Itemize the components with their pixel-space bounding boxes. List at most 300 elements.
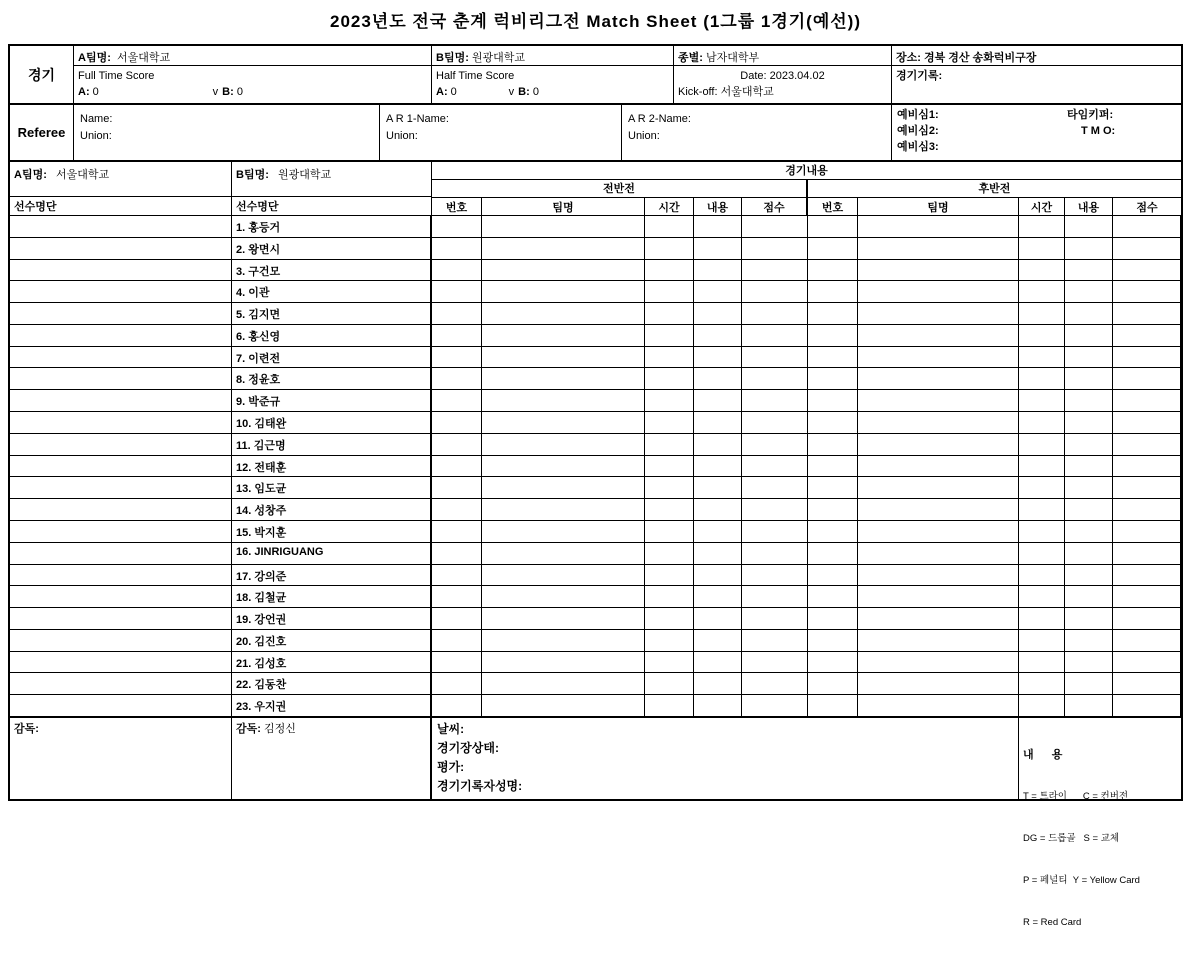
roster-a-empty-cell <box>10 238 232 259</box>
grid-cell <box>432 521 482 542</box>
grid-cell <box>1113 652 1181 673</box>
grid-cell <box>432 586 482 607</box>
grid-cell <box>858 216 1019 237</box>
ar2-cell <box>622 105 892 160</box>
col-score-1: 점수 <box>742 198 808 215</box>
grid-cell <box>1019 477 1065 498</box>
roster-b-player: 4. 이관 <box>232 281 432 302</box>
team-b-name-line <box>432 46 673 66</box>
half-time-score-values <box>436 84 669 100</box>
grid-cell <box>1065 347 1113 368</box>
full-time-score-values <box>78 84 427 100</box>
grid-cell <box>808 303 858 324</box>
grid-cell <box>742 673 808 694</box>
grid-cell <box>808 281 858 302</box>
table-row <box>10 412 1181 434</box>
grid-cell <box>742 456 808 477</box>
grid-cell <box>694 390 742 411</box>
reserve1-label: 예비심1: <box>897 109 939 121</box>
roster-a-team-line <box>10 162 231 197</box>
grid-cell <box>1065 216 1113 237</box>
grid-cell <box>808 260 858 281</box>
grid-cell <box>482 543 645 564</box>
grid-cell <box>482 325 645 346</box>
grid-cell <box>1019 630 1065 651</box>
table-row <box>10 281 1181 303</box>
grid-cell <box>432 673 482 694</box>
grid-cell <box>645 630 694 651</box>
roster-a-empty-cell <box>10 390 232 411</box>
grid-cell <box>645 325 694 346</box>
record-label: 경기기록: <box>896 70 943 82</box>
grid-cell <box>808 695 858 716</box>
grid-cell <box>432 303 482 324</box>
grid-cell <box>808 347 858 368</box>
grid-cell <box>432 260 482 281</box>
second-half-header: 후반전 <box>978 183 1011 195</box>
table-row <box>10 630 1181 652</box>
roster-b-player: 5. 김지면 <box>232 303 432 324</box>
grid-cell <box>694 521 742 542</box>
grid-cell <box>1019 216 1065 237</box>
grid-cell <box>694 238 742 259</box>
ar1-name-label: A R 1-Name: <box>386 113 449 125</box>
roster-a-empty-cell <box>10 586 232 607</box>
roster-b-player: 14. 성창주 <box>232 499 432 520</box>
coach-b-name: 김정신 <box>263 723 296 735</box>
roster-a-empty-cell <box>10 456 232 477</box>
grid-cell <box>742 412 808 433</box>
officials-cell <box>892 105 1181 160</box>
half-time-score <box>432 66 673 103</box>
grid-cell <box>1019 586 1065 607</box>
grid-cell <box>432 543 482 564</box>
grid-cell <box>1019 281 1065 302</box>
table-row <box>10 368 1181 390</box>
grid-cell <box>482 260 645 281</box>
header-band <box>10 162 1181 216</box>
grid-cell <box>645 368 694 389</box>
ar2-name-label: A R 2-Name: <box>628 113 691 125</box>
grid-cell <box>1113 499 1181 520</box>
grid-cell <box>432 412 482 433</box>
col-team-1: 팀명 <box>482 198 645 215</box>
grid-cell <box>482 412 645 433</box>
grid-cell <box>694 260 742 281</box>
roster-b-player: 2. 왕면시 <box>232 238 432 259</box>
grid-cell <box>482 521 645 542</box>
grid-cell <box>1113 260 1181 281</box>
roster-b-player: 7. 이련전 <box>232 347 432 368</box>
grid-cell <box>1065 630 1113 651</box>
team-a-name: 서울대학교 <box>116 52 171 64</box>
versus-label: v <box>212 86 219 98</box>
referee-union-label: Union: <box>80 130 112 142</box>
date-kickoff-lines <box>674 66 891 103</box>
grid-cell <box>482 347 645 368</box>
team-a-name-line <box>74 46 431 66</box>
versus-label: v <box>508 86 515 98</box>
grid-cell <box>1065 565 1113 586</box>
grid-cell <box>1065 434 1113 455</box>
grid-cell <box>1113 216 1181 237</box>
roster-b-list-header: 선수명단 <box>236 201 279 213</box>
grid-cell <box>432 630 482 651</box>
team-a-label: A팀명: <box>78 52 111 64</box>
grid-cell <box>645 260 694 281</box>
roster-a-empty-cell <box>10 412 232 433</box>
roster-a-header <box>10 162 232 215</box>
coach-a-cell <box>10 718 232 799</box>
grid-cell <box>808 390 858 411</box>
table-row <box>10 586 1181 608</box>
grid-cell <box>808 499 858 520</box>
score-a-label: A: <box>78 86 90 98</box>
roster-a-list-header: 선수명단 <box>14 201 57 213</box>
score-a-value: 0 <box>92 86 99 98</box>
score-b-label: B: <box>518 86 530 98</box>
grid-cell <box>1065 652 1113 673</box>
match-header-row <box>10 46 1181 105</box>
venue-record-cell <box>892 46 1181 103</box>
grid-cell <box>1019 652 1065 673</box>
roster-b-player: 19. 강언권 <box>232 608 432 629</box>
grid-cell <box>482 499 645 520</box>
legend-line-4: R = Red Card <box>1023 917 1082 928</box>
grid-cell <box>858 303 1019 324</box>
grid-cell <box>858 543 1019 564</box>
grid-cell <box>1065 281 1113 302</box>
grid-cell <box>858 390 1019 411</box>
grid-cell <box>694 434 742 455</box>
grid-cell <box>808 673 858 694</box>
grid-cell <box>1065 303 1113 324</box>
grid-cell <box>1065 543 1113 564</box>
grid-cell <box>1065 456 1113 477</box>
grid-cell <box>808 216 858 237</box>
roster-a-empty-cell <box>10 608 232 629</box>
table-row <box>10 390 1181 412</box>
roster-a-empty-cell <box>10 477 232 498</box>
grid-cell <box>858 565 1019 586</box>
grid-cell <box>1065 325 1113 346</box>
grid-cell <box>694 325 742 346</box>
grid-cell <box>742 543 808 564</box>
col-event-2: 내용 <box>1065 198 1113 215</box>
grid-cell <box>858 238 1019 259</box>
legend-line-3: P = 페널티 Y = Yellow Card <box>1023 875 1140 886</box>
grid-cell <box>742 368 808 389</box>
grid-cell <box>858 673 1019 694</box>
grid-cell <box>858 368 1019 389</box>
score-a-label: A: <box>436 86 448 98</box>
coach-b-label: 감독: <box>236 723 261 735</box>
referee-name-label: Name: <box>80 113 113 125</box>
match-content-header <box>432 162 1181 215</box>
score-b-value: 0 <box>236 86 243 98</box>
grid-cell <box>808 565 858 586</box>
roster-a-empty-cell <box>10 434 232 455</box>
grid-cell <box>1019 434 1065 455</box>
grid-cell <box>1065 412 1113 433</box>
table-row <box>10 673 1181 695</box>
legend-line-1: T = 트라이 C = 컨버전 <box>1023 791 1129 802</box>
grid-cell <box>645 521 694 542</box>
grid-cell <box>482 477 645 498</box>
roster-b-player: 13. 임도균 <box>232 477 432 498</box>
reserve3-label: 예비심3: <box>897 141 939 153</box>
grid-cell <box>482 652 645 673</box>
grid-cell <box>482 238 645 259</box>
grid-cell <box>645 238 694 259</box>
roster-b-player: 20. 김진호 <box>232 630 432 651</box>
grid-cell <box>742 260 808 281</box>
grid-cell <box>694 565 742 586</box>
grid-cell <box>858 260 1019 281</box>
grid-cell <box>432 368 482 389</box>
grid-cell <box>742 216 808 237</box>
player-rows <box>10 216 1181 716</box>
legend-header: 내 용 <box>1023 749 1067 761</box>
grid-cell <box>742 303 808 324</box>
grid-cell <box>645 499 694 520</box>
score-b-value: 0 <box>532 86 539 98</box>
grid-cell <box>1019 499 1065 520</box>
grid-cell <box>1113 347 1181 368</box>
roster-b-player: 11. 김근명 <box>232 434 432 455</box>
roster-a-empty-cell <box>10 368 232 389</box>
roster-a-empty-cell <box>10 347 232 368</box>
referee-section-label: Referee <box>10 105 74 160</box>
roster-a-empty-cell <box>10 630 232 651</box>
grid-cell <box>482 390 645 411</box>
grid-cell <box>482 368 645 389</box>
grid-cell <box>694 216 742 237</box>
grid-cell <box>694 630 742 651</box>
grid-cell <box>858 281 1019 302</box>
grid-cell <box>1065 238 1113 259</box>
grid-cell <box>1113 390 1181 411</box>
grid-cell <box>645 673 694 694</box>
grid-cell <box>482 673 645 694</box>
grid-cell <box>1065 608 1113 629</box>
grid-cell <box>432 608 482 629</box>
grid-cell <box>1019 325 1065 346</box>
grid-cell <box>694 652 742 673</box>
grid-cell <box>482 281 645 302</box>
grid-cell <box>694 412 742 433</box>
page-title: 2023년도 전국 춘계 럭비리그전 Match Sheet (1그룹 1경기(예선)) <box>329 12 862 31</box>
grid-cell <box>482 586 645 607</box>
grid-cell <box>432 565 482 586</box>
roster-a-empty-cell <box>10 673 232 694</box>
footer-row <box>10 716 1181 928</box>
roster-a-empty-cell <box>10 303 232 324</box>
grid-cell <box>808 477 858 498</box>
grid-cell <box>858 347 1019 368</box>
category-date-cell <box>674 46 892 103</box>
grid-cell <box>858 456 1019 477</box>
team-b-label: B팀명: <box>436 52 469 64</box>
venue-line <box>892 46 1181 66</box>
grid-cell <box>432 652 482 673</box>
grid-cell <box>808 543 858 564</box>
roster-b-team-name: 원광대학교 <box>278 169 332 181</box>
grid-cell <box>742 652 808 673</box>
grid-cell <box>1019 412 1065 433</box>
grid-cell <box>645 477 694 498</box>
team-b-score-cell <box>432 46 674 103</box>
col-team-2: 팀명 <box>858 198 1019 215</box>
roster-b-player: 1. 홍등거 <box>232 216 432 237</box>
score-b-label: B: <box>222 86 234 98</box>
legend-cell <box>1019 718 1181 928</box>
grid-cell <box>858 499 1019 520</box>
half-time-score-label: Half Time Score <box>436 70 515 82</box>
first-half-header: 전반전 <box>432 180 808 197</box>
roster-b-player: 9. 박준규 <box>232 390 432 411</box>
evaluation-label: 평가: <box>437 760 465 774</box>
roster-b-player: 22. 김동찬 <box>232 673 432 694</box>
roster-b-player: 16. JINRIGUANG <box>232 543 432 564</box>
grid-cell <box>858 412 1019 433</box>
table-row <box>10 652 1181 674</box>
roster-b-player: 15. 박지훈 <box>232 521 432 542</box>
table-row <box>10 608 1181 630</box>
grid-cell <box>694 695 742 716</box>
roster-b-player: 8. 정윤호 <box>232 368 432 389</box>
grid-cell <box>742 325 808 346</box>
venue-value: 경북 경산 송화럭비구장 <box>923 52 1037 64</box>
grid-cell <box>1019 303 1065 324</box>
grid-cell <box>432 238 482 259</box>
grid-cell <box>858 586 1019 607</box>
column-headers <box>432 198 1181 215</box>
recorder-label: 경기기록자성명: <box>437 779 523 793</box>
table-row <box>10 325 1181 347</box>
grid-cell <box>482 630 645 651</box>
table-row <box>10 477 1181 499</box>
grid-cell <box>858 652 1019 673</box>
grid-cell <box>482 608 645 629</box>
grid-cell <box>1019 390 1065 411</box>
grid-cell <box>432 281 482 302</box>
roster-a-team-name: 서울대학교 <box>56 169 110 181</box>
match-sheet <box>8 44 1183 928</box>
grid-cell <box>645 456 694 477</box>
roster-a-empty-cell <box>10 499 232 520</box>
grid-cell <box>742 695 808 716</box>
grid-cell <box>1113 238 1181 259</box>
field-condition-label: 경기장상태: <box>437 741 499 755</box>
team-b-name: 원광대학교 <box>471 52 526 64</box>
table-row <box>10 565 1181 587</box>
grid-cell <box>808 456 858 477</box>
roster-b-player: 10. 김태완 <box>232 412 432 433</box>
ar1-union-label: Union: <box>386 130 418 142</box>
grid-cell <box>694 543 742 564</box>
roster-b-team-line <box>232 162 431 197</box>
grid-cell <box>1065 390 1113 411</box>
grid-cell <box>1113 456 1181 477</box>
referee-row <box>10 105 1181 162</box>
table-row <box>10 347 1181 369</box>
table-row <box>10 543 1181 565</box>
grid-cell <box>645 543 694 564</box>
roster-a-empty-cell <box>10 325 232 346</box>
table-row <box>10 456 1181 478</box>
grid-cell <box>1019 543 1065 564</box>
col-time-2: 시간 <box>1019 198 1065 215</box>
grid-cell <box>482 303 645 324</box>
grid-cell <box>742 477 808 498</box>
referee-name-cell <box>74 105 380 160</box>
grid-cell <box>694 477 742 498</box>
grid-cell <box>432 456 482 477</box>
score-a-value: 0 <box>450 86 457 98</box>
grid-cell <box>645 565 694 586</box>
grid-cell <box>432 477 482 498</box>
grid-cell <box>808 521 858 542</box>
roster-a-empty-cell <box>10 565 232 586</box>
grid-cell <box>432 499 482 520</box>
grid-cell <box>694 281 742 302</box>
reserve2-label: 예비심2: <box>897 125 939 137</box>
table-row <box>10 434 1181 456</box>
grid-cell <box>808 325 858 346</box>
roster-b-player: 23. 우지권 <box>232 695 432 716</box>
grid-cell <box>858 434 1019 455</box>
grid-cell <box>742 434 808 455</box>
grid-cell <box>1019 456 1065 477</box>
grid-cell <box>694 673 742 694</box>
grid-cell <box>1019 368 1065 389</box>
grid-cell <box>1113 412 1181 433</box>
roster-b-player: 21. 김성호 <box>232 652 432 673</box>
grid-cell <box>645 303 694 324</box>
grid-cell <box>645 216 694 237</box>
category-value: 남자대학부 <box>705 52 760 64</box>
full-time-score <box>74 66 431 103</box>
venue-label: 장소: <box>896 52 921 64</box>
grid-cell <box>1019 695 1065 716</box>
grid-cell <box>808 368 858 389</box>
grid-cell <box>1019 238 1065 259</box>
grid-cell <box>432 347 482 368</box>
match-notes-cell <box>432 718 1019 799</box>
match-section-label: 경기 <box>10 46 74 103</box>
grid-cell <box>482 434 645 455</box>
grid-cell <box>1113 630 1181 651</box>
grid-cell <box>694 499 742 520</box>
match-content-title: 경기내용 <box>432 162 1181 180</box>
grid-cell <box>1113 565 1181 586</box>
table-row <box>10 499 1181 521</box>
grid-cell <box>858 325 1019 346</box>
record-line <box>892 66 1181 103</box>
grid-cell <box>1019 673 1065 694</box>
grid-cell <box>742 565 808 586</box>
weather-label: 날씨: <box>437 722 465 736</box>
roster-b-player: 6. 홍신영 <box>232 325 432 346</box>
grid-cell <box>1065 499 1113 520</box>
table-row <box>10 521 1181 543</box>
grid-cell <box>808 412 858 433</box>
grid-cell <box>1019 521 1065 542</box>
grid-cell <box>432 695 482 716</box>
grid-cell <box>858 630 1019 651</box>
grid-cell <box>694 586 742 607</box>
